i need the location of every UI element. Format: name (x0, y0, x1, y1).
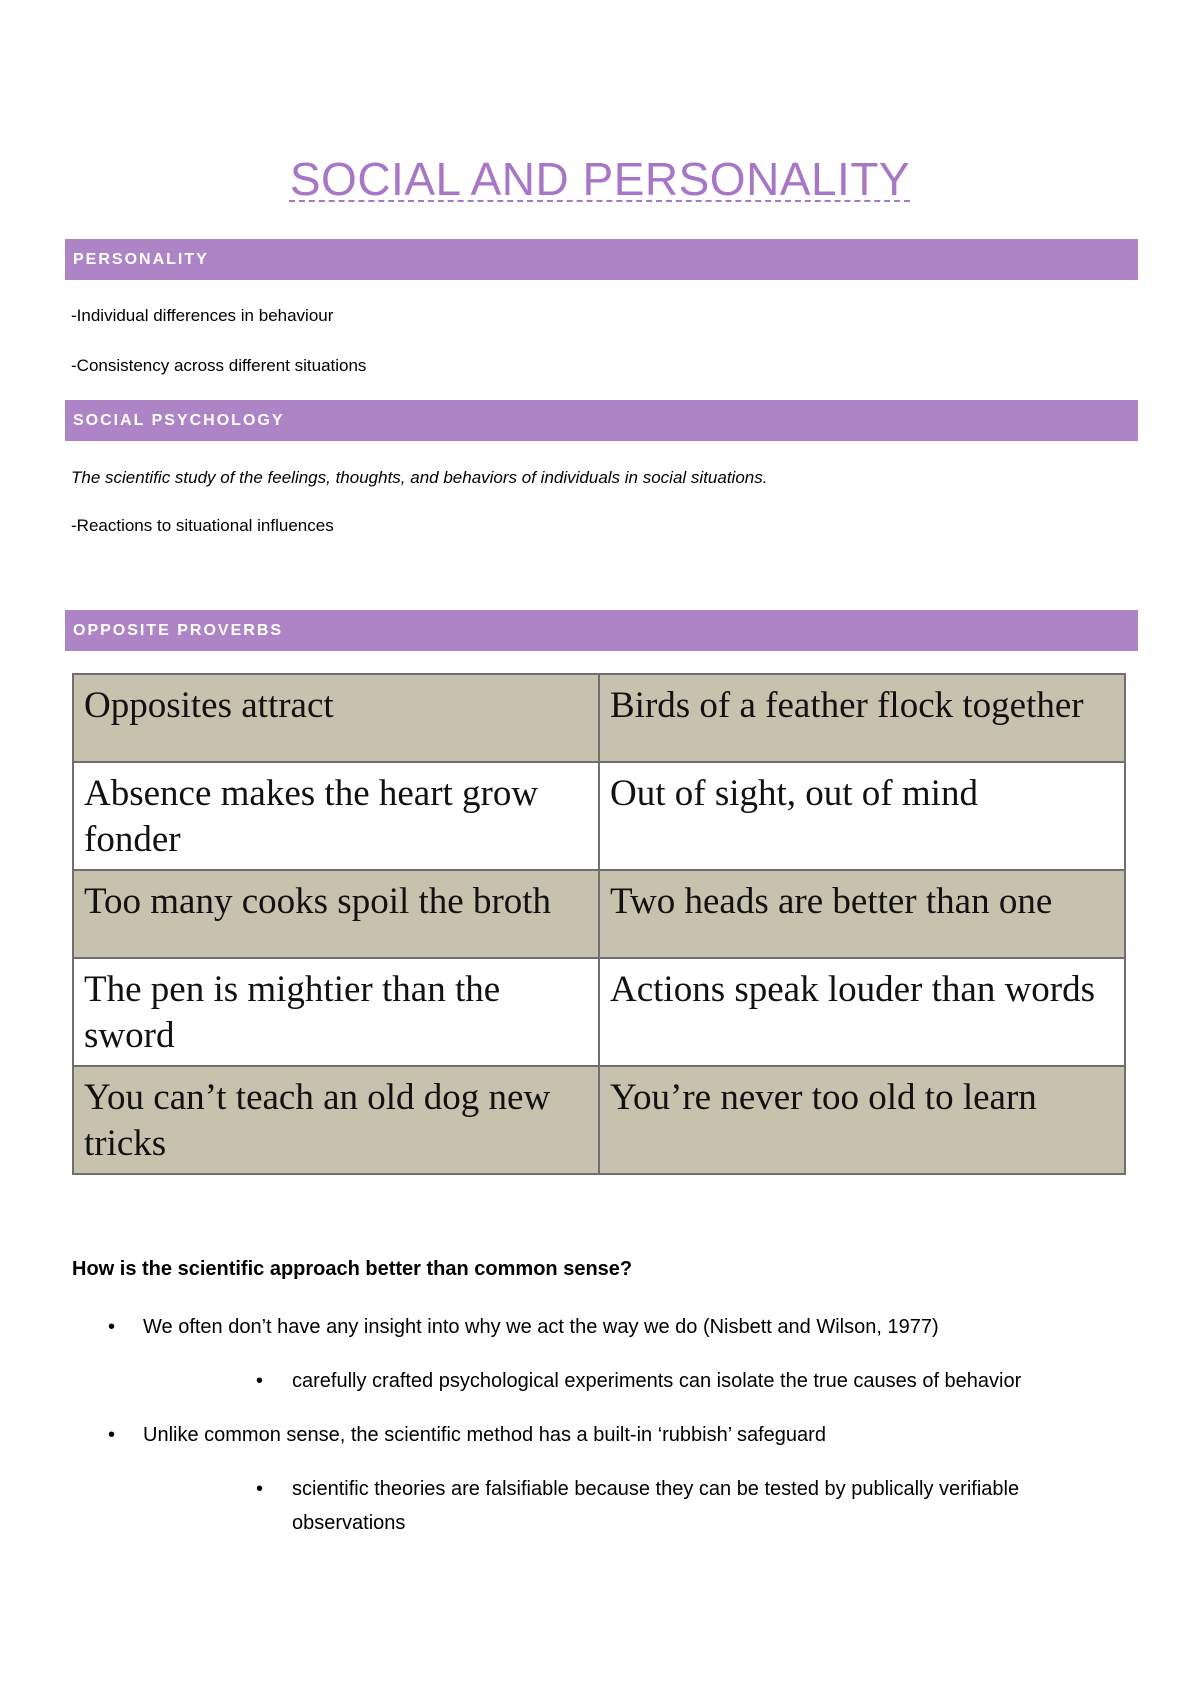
bullet-icon: • (108, 1316, 116, 1338)
page-title-text: SOCIAL AND PERSONALITY (289, 153, 911, 205)
social-psychology-definition: The scientific study of the feelings, thoughts, and behaviors of individuals in social situations. (71, 468, 768, 487)
section-heading-opposite-proverbs: OPPOSITE PROVERBS (65, 610, 1138, 651)
page-title (0, 152, 1200, 206)
social-psychology-line-1: -Reactions to situational influences (71, 516, 334, 535)
opposite-proverb-cell: Actions speak louder than words (599, 958, 1125, 1066)
opposite-proverb-cell: Birds of a feather flock together (599, 674, 1125, 762)
personality-line-2: -Consistency across different situations (71, 356, 367, 375)
proverb-cell: Too many cooks spoil the broth (73, 870, 599, 958)
opposite-proverb-cell: Two heads are better than one (599, 870, 1125, 958)
bullet-text: We often don’t have any insight into why we act the way we do (Nisbett and Wilson, 1977) (143, 1316, 939, 1338)
table-row (73, 762, 1125, 870)
proverb-cell: The pen is mightier than the sword (73, 958, 599, 1066)
bullet-icon: • (256, 1370, 264, 1392)
proverb-cell: You can’t teach an old dog new tricks (73, 1066, 599, 1174)
personality-line-1: -Individual differences in behaviour (71, 306, 334, 325)
bullet-icon: • (108, 1424, 116, 1446)
bullet-icon: • (256, 1478, 264, 1500)
table-row (73, 958, 1125, 1066)
section-heading-personality: PERSONALITY (65, 239, 1138, 280)
table-row (73, 1066, 1125, 1174)
opposite-proverb-cell: Out of sight, out of mind (599, 762, 1125, 870)
proverb-cell: Absence makes the heart grow fonder (73, 762, 599, 870)
table-row (73, 674, 1125, 762)
proverb-cell: Opposites attract (73, 674, 599, 762)
table-row (73, 870, 1125, 958)
proverbs-table (72, 673, 1126, 1175)
opposite-proverb-cell: You’re never too old to learn (599, 1066, 1125, 1174)
section-heading-social-psychology: SOCIAL PSYCHOLOGY (65, 400, 1138, 441)
sub-bullet-text: scientific theories are falsifiable because they can be tested by publically verifiable observations (292, 1478, 1020, 1534)
question-heading: How is the scientific approach better than common sense? (72, 1258, 633, 1280)
bullet-text: Unlike common sense, the scientific method has a built-in ‘rubbish’ safeguard (143, 1424, 826, 1446)
sub-bullet-text: carefully crafted psychological experiments can isolate the true causes of behavior (292, 1370, 1022, 1392)
